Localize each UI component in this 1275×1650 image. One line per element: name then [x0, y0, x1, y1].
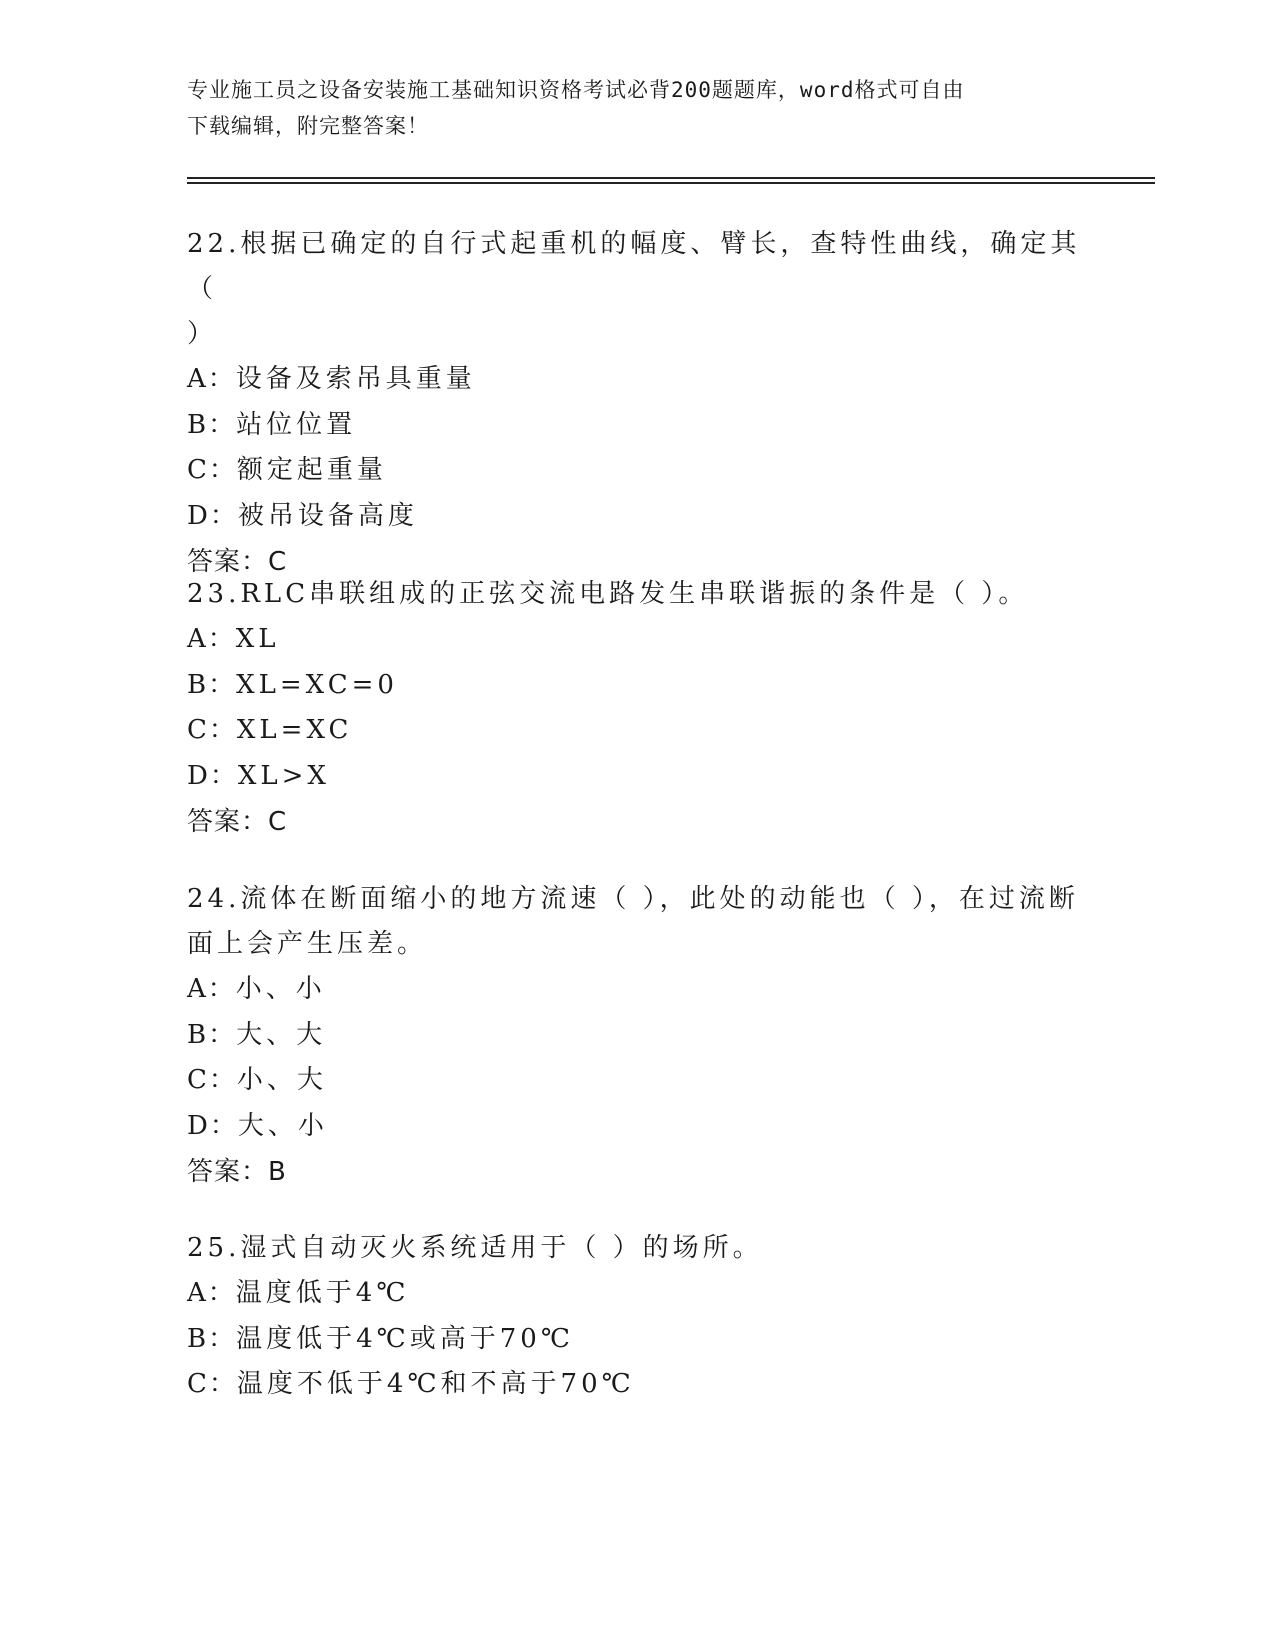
- option-b: [187, 403, 1087, 449]
- option-a: [187, 617, 1087, 663]
- option-b: [187, 663, 1087, 709]
- option-c: [187, 1362, 1087, 1408]
- document-header: [187, 72, 1087, 144]
- option-letter: C：: [187, 455, 237, 485]
- header-divider-top: [187, 177, 1155, 179]
- option-c: [187, 708, 1087, 754]
- option-letter: B：: [187, 409, 237, 440]
- option-letter: D：: [187, 760, 238, 791]
- question-stem-continued: 面上会产生压差。: [187, 929, 428, 959]
- answer-line: 答案：B: [187, 1157, 287, 1187]
- option-text: 温度低于4℃或高于70℃: [236, 1323, 574, 1354]
- option-d: [187, 1104, 1087, 1150]
- option-a: [187, 967, 1087, 1013]
- question-stem: 23.RLC串联组成的正弦交流电路发生串联谐振的条件是（ ）。: [187, 579, 1029, 609]
- option-letter: D：: [187, 500, 238, 531]
- option-b: [187, 1013, 1087, 1059]
- option-letter: B：: [187, 1019, 237, 1050]
- question-stem: 22.根据已确定的自行式起重机的幅度、臂长，查特性曲线，确定其（: [187, 229, 1081, 304]
- option-text: 大、小: [237, 1110, 328, 1141]
- question-25: [187, 1226, 1087, 1408]
- option-text: 温度低于4℃: [235, 1278, 410, 1308]
- option-text: 大、大: [236, 1019, 327, 1050]
- option-d: [187, 494, 1087, 540]
- answer-line: 答案：C: [187, 807, 288, 837]
- option-letter: C：: [187, 1369, 237, 1399]
- option-letter: B：: [187, 1323, 237, 1354]
- header-line-2: 下载编辑，附完整答案！: [187, 114, 429, 138]
- option-text: 站位位置: [236, 409, 357, 440]
- answer-line: 答案：C: [187, 547, 288, 577]
- option-letter: A：: [187, 974, 236, 1004]
- question-stem-continued: ）: [187, 319, 218, 349]
- option-text: 被吊设备高度: [237, 500, 418, 531]
- question-stem: 25.湿式自动灭火系统适用于（ ）的场所。: [187, 1233, 763, 1263]
- option-letter: C：: [187, 715, 237, 745]
- header-line-1: 专业施工员之设备安装施工基础知识资格考试必背200题题库，word格式可自由: [187, 78, 965, 102]
- question-22: [187, 222, 1087, 585]
- question-24: [187, 877, 1087, 1195]
- header-divider-bottom: [187, 182, 1155, 184]
- question-23: [187, 572, 1087, 845]
- option-text: XL=XC: [236, 715, 353, 745]
- option-text: 小、大: [236, 1065, 327, 1095]
- option-text: 额定起重量: [236, 455, 387, 485]
- option-a: [187, 357, 1087, 403]
- option-text: XL: [235, 624, 280, 654]
- option-letter: C：: [187, 1065, 237, 1095]
- question-stem: 24.流体在断面缩小的地方流速（ ），此处的动能也（ ），在过流断: [187, 884, 1079, 914]
- option-c: [187, 1058, 1087, 1104]
- option-text: 温度不低于4℃和不高于70℃: [236, 1369, 635, 1399]
- option-d: [187, 754, 1087, 800]
- option-c: [187, 448, 1087, 494]
- option-letter: A：: [187, 624, 236, 654]
- option-text: 小、小: [235, 974, 326, 1004]
- option-b: [187, 1317, 1087, 1363]
- option-letter: B：: [187, 669, 237, 700]
- option-text: 设备及索吊具重量: [235, 364, 476, 394]
- option-a: [187, 1271, 1087, 1317]
- option-letter: A：: [187, 364, 236, 394]
- option-letter: D：: [187, 1110, 238, 1141]
- option-letter: A：: [187, 1278, 236, 1308]
- option-text: XL>X: [237, 760, 330, 791]
- option-text: XL=XC=0: [236, 669, 398, 700]
